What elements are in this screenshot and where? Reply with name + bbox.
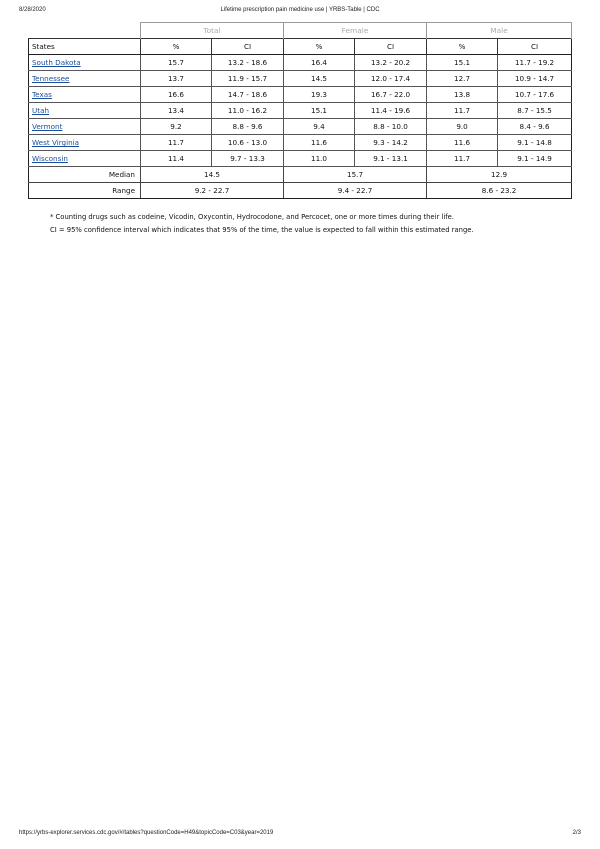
male-ci-cell: 8.4 - 9.6: [498, 119, 572, 135]
female-pct-cell: 11.0: [284, 151, 355, 167]
footnotes: [50, 211, 474, 237]
page-number: 2/3: [572, 830, 581, 836]
state-link[interactable]: Texas: [32, 90, 52, 99]
footnote-drugs: * Counting drugs such as codeine, Vicodin, Oxycontin, Hydrocodone, and Percocet, one or more times during their life.: [50, 213, 454, 221]
state-cell: [29, 103, 141, 119]
group-header-male: Male: [427, 23, 572, 39]
page-title: Lifetime prescription pain medicine use | YRBS-Table | CDC: [220, 7, 380, 13]
total-ci-cell: 11.9 - 15.7: [212, 71, 284, 87]
group-header-total: Total: [141, 23, 284, 39]
male-ci-cell: 10.7 - 17.6: [498, 87, 572, 103]
female-pct-cell: 11.6: [284, 135, 355, 151]
state-link[interactable]: Utah: [32, 106, 50, 115]
column-header-total-pct: %: [141, 39, 212, 55]
range-total: 9.2 - 22.7: [141, 183, 284, 199]
page-url: https://yrbs-explorer.services.cdc.gov/#/tables?questionCode=H49&topicCode=C03&year=2019: [19, 830, 274, 836]
male-ci-cell: 9.1 - 14.9: [498, 151, 572, 167]
total-pct-cell: 11.7: [141, 135, 212, 151]
female-ci-cell: 9.1 - 13.1: [355, 151, 427, 167]
female-pct-cell: 19.3: [284, 87, 355, 103]
female-ci-cell: 12.0 - 17.4: [355, 71, 427, 87]
total-ci-cell: 9.7 - 13.3: [212, 151, 284, 167]
column-header-row: [29, 39, 572, 55]
male-pct-cell: 11.7: [427, 103, 498, 119]
median-total: 14.5: [141, 167, 284, 183]
male-pct-cell: 11.6: [427, 135, 498, 151]
table-row: [29, 135, 572, 151]
table-row: [29, 55, 572, 71]
state-link[interactable]: West Virginia: [32, 138, 80, 147]
total-pct-cell: 9.2: [141, 119, 212, 135]
total-ci-cell: 13.2 - 18.6: [212, 55, 284, 71]
female-ci-cell: 16.7 - 22.0: [355, 87, 427, 103]
total-pct-cell: 11.4: [141, 151, 212, 167]
female-ci-cell: 13.2 - 20.2: [355, 55, 427, 71]
column-header-female-pct: %: [284, 39, 355, 55]
total-pct-cell: 13.7: [141, 71, 212, 87]
male-pct-cell: 12.7: [427, 71, 498, 87]
group-header-row: [29, 23, 572, 39]
table-row: [29, 71, 572, 87]
total-ci-cell: 14.7 - 18.6: [212, 87, 284, 103]
female-ci-cell: 9.3 - 14.2: [355, 135, 427, 151]
state-cell: [29, 135, 141, 151]
column-header-female-ci: CI: [355, 39, 427, 55]
state-cell: [29, 71, 141, 87]
column-header-male-ci: CI: [498, 39, 572, 55]
total-ci-cell: 11.0 - 16.2: [212, 103, 284, 119]
state-cell: [29, 151, 141, 167]
total-pct-cell: 16.6: [141, 87, 212, 103]
print-date: 8/28/2020: [19, 7, 46, 13]
range-row: [29, 183, 572, 199]
group-header-blank: [29, 23, 141, 39]
column-header-male-pct: %: [427, 39, 498, 55]
table-row: [29, 119, 572, 135]
table-row: [29, 87, 572, 103]
male-ci-cell: 8.7 - 15.5: [498, 103, 572, 119]
female-ci-cell: 8.8 - 10.0: [355, 119, 427, 135]
state-cell: [29, 55, 141, 71]
table-row: [29, 103, 572, 119]
male-ci-cell: 11.7 - 19.2: [498, 55, 572, 71]
median-male: 12.9: [427, 167, 572, 183]
male-ci-cell: 9.1 - 14.8: [498, 135, 572, 151]
state-link[interactable]: Vermont: [32, 122, 63, 131]
female-pct-cell: 15.1: [284, 103, 355, 119]
total-pct-cell: 15.7: [141, 55, 212, 71]
state-link[interactable]: Wisconsin: [32, 154, 68, 163]
yrbs-table: [28, 22, 572, 199]
table-row: [29, 151, 572, 167]
total-ci-cell: 8.8 - 9.6: [212, 119, 284, 135]
median-female: 15.7: [284, 167, 427, 183]
range-female: 9.4 - 22.7: [284, 183, 427, 199]
column-header-total-ci: CI: [212, 39, 284, 55]
median-label: Median: [29, 167, 141, 183]
female-pct-cell: 14.5: [284, 71, 355, 87]
female-pct-cell: 9.4: [284, 119, 355, 135]
state-link[interactable]: Tennessee: [32, 74, 70, 83]
range-male: 8.6 - 23.2: [427, 183, 572, 199]
footnote-ci: CI = 95% confidence interval which indicates that 95% of the time, the value is expected to fall within this estimated range.: [50, 226, 474, 234]
male-pct-cell: 15.1: [427, 55, 498, 71]
female-ci-cell: 11.4 - 19.6: [355, 103, 427, 119]
total-ci-cell: 10.6 - 13.0: [212, 135, 284, 151]
column-header-states: States: [29, 39, 141, 55]
state-cell: [29, 119, 141, 135]
median-row: [29, 167, 572, 183]
state-link[interactable]: South Dakota: [32, 58, 81, 67]
male-pct-cell: 11.7: [427, 151, 498, 167]
male-pct-cell: 13.8: [427, 87, 498, 103]
group-header-female: Female: [284, 23, 427, 39]
female-pct-cell: 16.4: [284, 55, 355, 71]
range-label: Range: [29, 183, 141, 199]
male-ci-cell: 10.9 - 14.7: [498, 71, 572, 87]
state-cell: [29, 87, 141, 103]
total-pct-cell: 13.4: [141, 103, 212, 119]
male-pct-cell: 9.0: [427, 119, 498, 135]
